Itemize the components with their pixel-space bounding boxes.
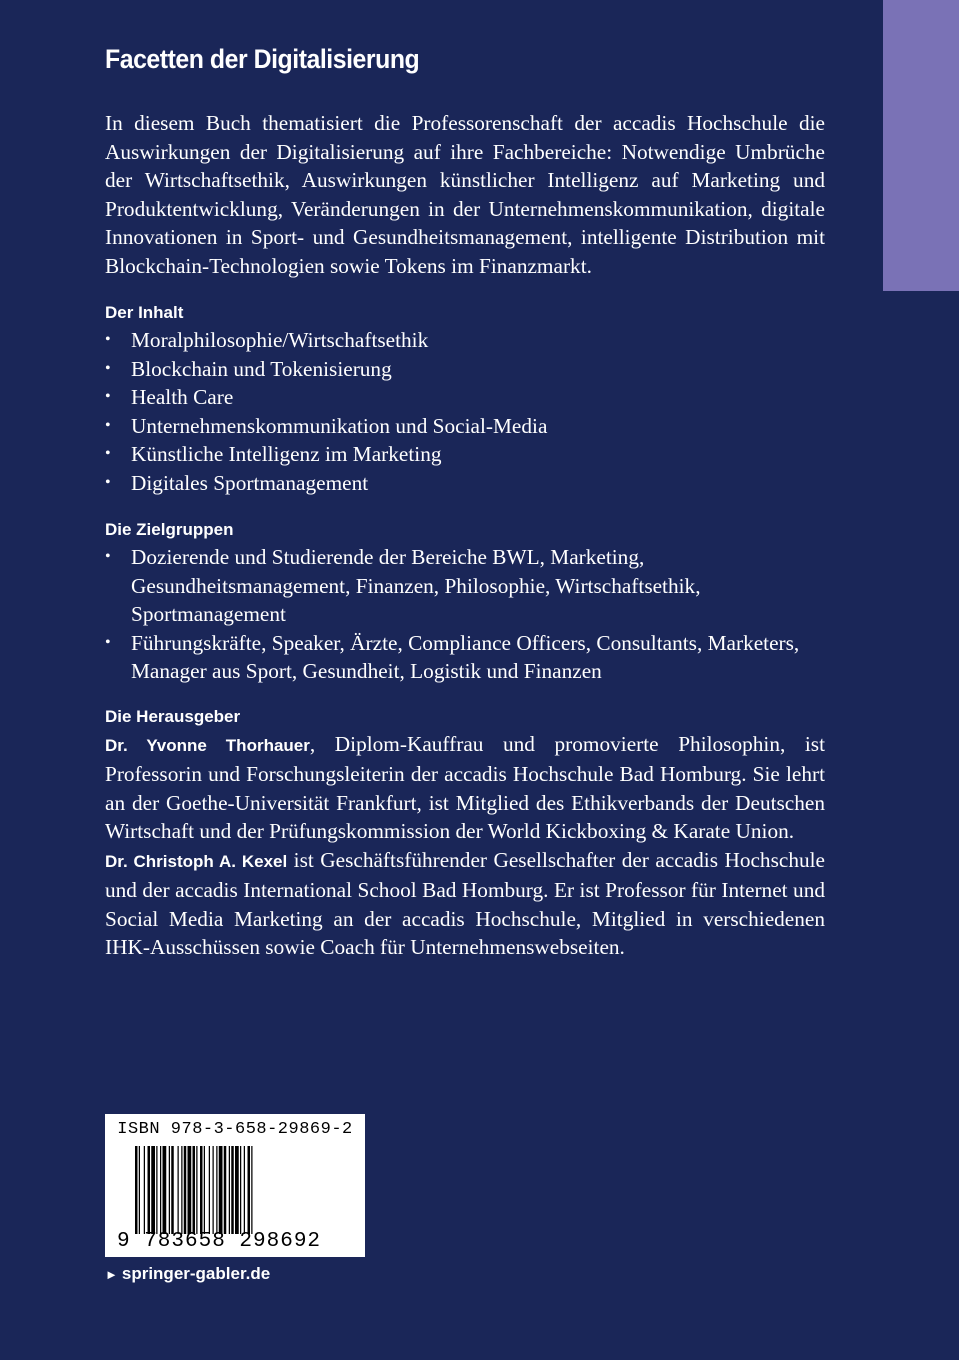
bullet-icon: •: [105, 548, 111, 565]
barcode-bar: [156, 1146, 157, 1234]
barcode-bar: [135, 1146, 138, 1234]
arrow-right-icon: ►: [105, 1267, 118, 1282]
barcode-bar: [216, 1146, 217, 1234]
barcode-bar: [251, 1146, 252, 1234]
list-item: • Moralphilosophie/Wirtschaftsethik: [105, 326, 825, 355]
barcode-bar: [229, 1146, 230, 1234]
barcode-bar: [248, 1146, 251, 1234]
barcode-bar: [181, 1146, 182, 1234]
bullet-icon: •: [105, 633, 111, 651]
barcode-bar: [193, 1146, 196, 1234]
barcode-bar: [235, 1146, 239, 1234]
list-item: • Health Care: [105, 383, 825, 412]
isbn-label: ISBN 978-3-658-29869-2: [117, 1120, 353, 1139]
bullet-icon: •: [105, 445, 111, 462]
barcode-bar: [231, 1146, 234, 1234]
list-item: • Digitales Sportmanagement: [105, 469, 825, 498]
barcode-bar: [188, 1146, 192, 1234]
barcode-bar: [169, 1146, 170, 1234]
isbn-barcode: [105, 1114, 365, 1257]
barcode-bar: [184, 1146, 187, 1234]
zielgruppen-list: [105, 543, 825, 686]
barcode-bar: [213, 1146, 214, 1234]
bullet-icon: •: [105, 331, 111, 348]
barcode-bar: [204, 1146, 205, 1234]
back-cover-content: [105, 44, 825, 962]
inhalt-list: [105, 326, 825, 497]
barcode-bar: [151, 1146, 155, 1234]
bio-thorhauer: [105, 730, 825, 846]
barcode-bar: [139, 1146, 140, 1234]
list-item: • Künstliche Intelligenz im Marketing: [105, 440, 825, 469]
barcode-bar: [244, 1146, 245, 1234]
barcode-bar: [148, 1146, 151, 1234]
bio-name: Dr. Christoph A. Kexel: [105, 851, 288, 871]
barcode-bar: [240, 1146, 241, 1234]
accent-tab: [883, 0, 959, 291]
barcode-bar: [196, 1146, 197, 1234]
list-item: • Führungskräfte, Speaker, Ärzte, Compliance Officers, Consultants, Marketers, Manager aus Sport, Gesundheit, Logistik und Finanzen: [105, 630, 800, 683]
bullet-icon: •: [105, 388, 111, 405]
bio-name: Dr. Yvonne Thorhauer: [105, 735, 310, 755]
book-title: Facetten der Digitalisierung: [105, 44, 420, 74]
barcode-bar: [171, 1146, 174, 1234]
bio-kexel: [105, 846, 825, 962]
intro-paragraph: In diesem Buch thematisiert die Professorenschaft der accadis Hochschule die Auswirkungen der Digitalisierung auf ihre Fachbereiche: Notwendige Umbrüche der Wirtschaftsethik, Auswirkungen künstlicher Intelligenz auf Marketing und Produktentwicklung, Veränderungen in der Unternehmenskommunikation, digitale Innovationen in Sport- und Gesundheitsmanagement, intelligente Distribution mit Blockchain-Technologien sowie Tokens im Finanzmarkt.: [105, 111, 825, 278]
barcode-bars: [135, 1146, 353, 1234]
bullet-icon: •: [105, 473, 111, 491]
list-item: • Unternehmenskommunikation und Social-Media: [105, 412, 825, 441]
barcode-digits: 9 783658 298692: [117, 1230, 322, 1253]
barcode-bar: [163, 1146, 167, 1234]
inhalt-heading: Der Inhalt: [105, 303, 184, 322]
barcode-bar: [160, 1146, 161, 1234]
herausgeber-heading: Die Herausgeber: [105, 706, 241, 726]
barcode-bar: [224, 1146, 227, 1234]
list-item: • Dozierende und Studierende der Bereiche BWL, Marketing, Gesundheitsmanagement, Finanzen, Philosophie, Wirtschaftsethik, Sportmanagement: [105, 545, 701, 626]
bullet-icon: •: [105, 416, 111, 434]
bio-text: ist Geschäftsführender Gesellschafter der accadis Hochschule und der accadis International School Bad Homburg. Er ist Professor für Internet und Social Media Marketing an der accadis Hochschule, Mitglied in verschiedenen IHK-Ausschüssen sowie Coach für Unternehmenswebseiten.: [105, 847, 825, 959]
zielgruppen-heading: Die Zielgruppen: [105, 520, 234, 539]
bullet-icon: •: [105, 359, 111, 377]
barcode-bar: [219, 1146, 223, 1234]
barcode-bar: [178, 1146, 179, 1234]
bio-text: , Diplom-Kauffrau und promovierte Philosophin, ist Professorin und Forschungsleiterin der accadis Hochschule Bad Homburg. Sie lehrt an der Goethe-Universität Frankfurt, ist Mitglied des Ethikverbands der Deutschen Wirtschaft und der Prüfungskommission der World Kickboxing & Karate Union.: [105, 731, 826, 843]
barcode-bar: [144, 1146, 145, 1234]
barcode-bar: [200, 1146, 203, 1234]
barcode-bar: [209, 1146, 210, 1234]
list-item: • Blockchain und Tokenisierung: [105, 355, 825, 384]
publisher-link[interactable]: ► springer-gabler.de: [105, 1264, 271, 1283]
